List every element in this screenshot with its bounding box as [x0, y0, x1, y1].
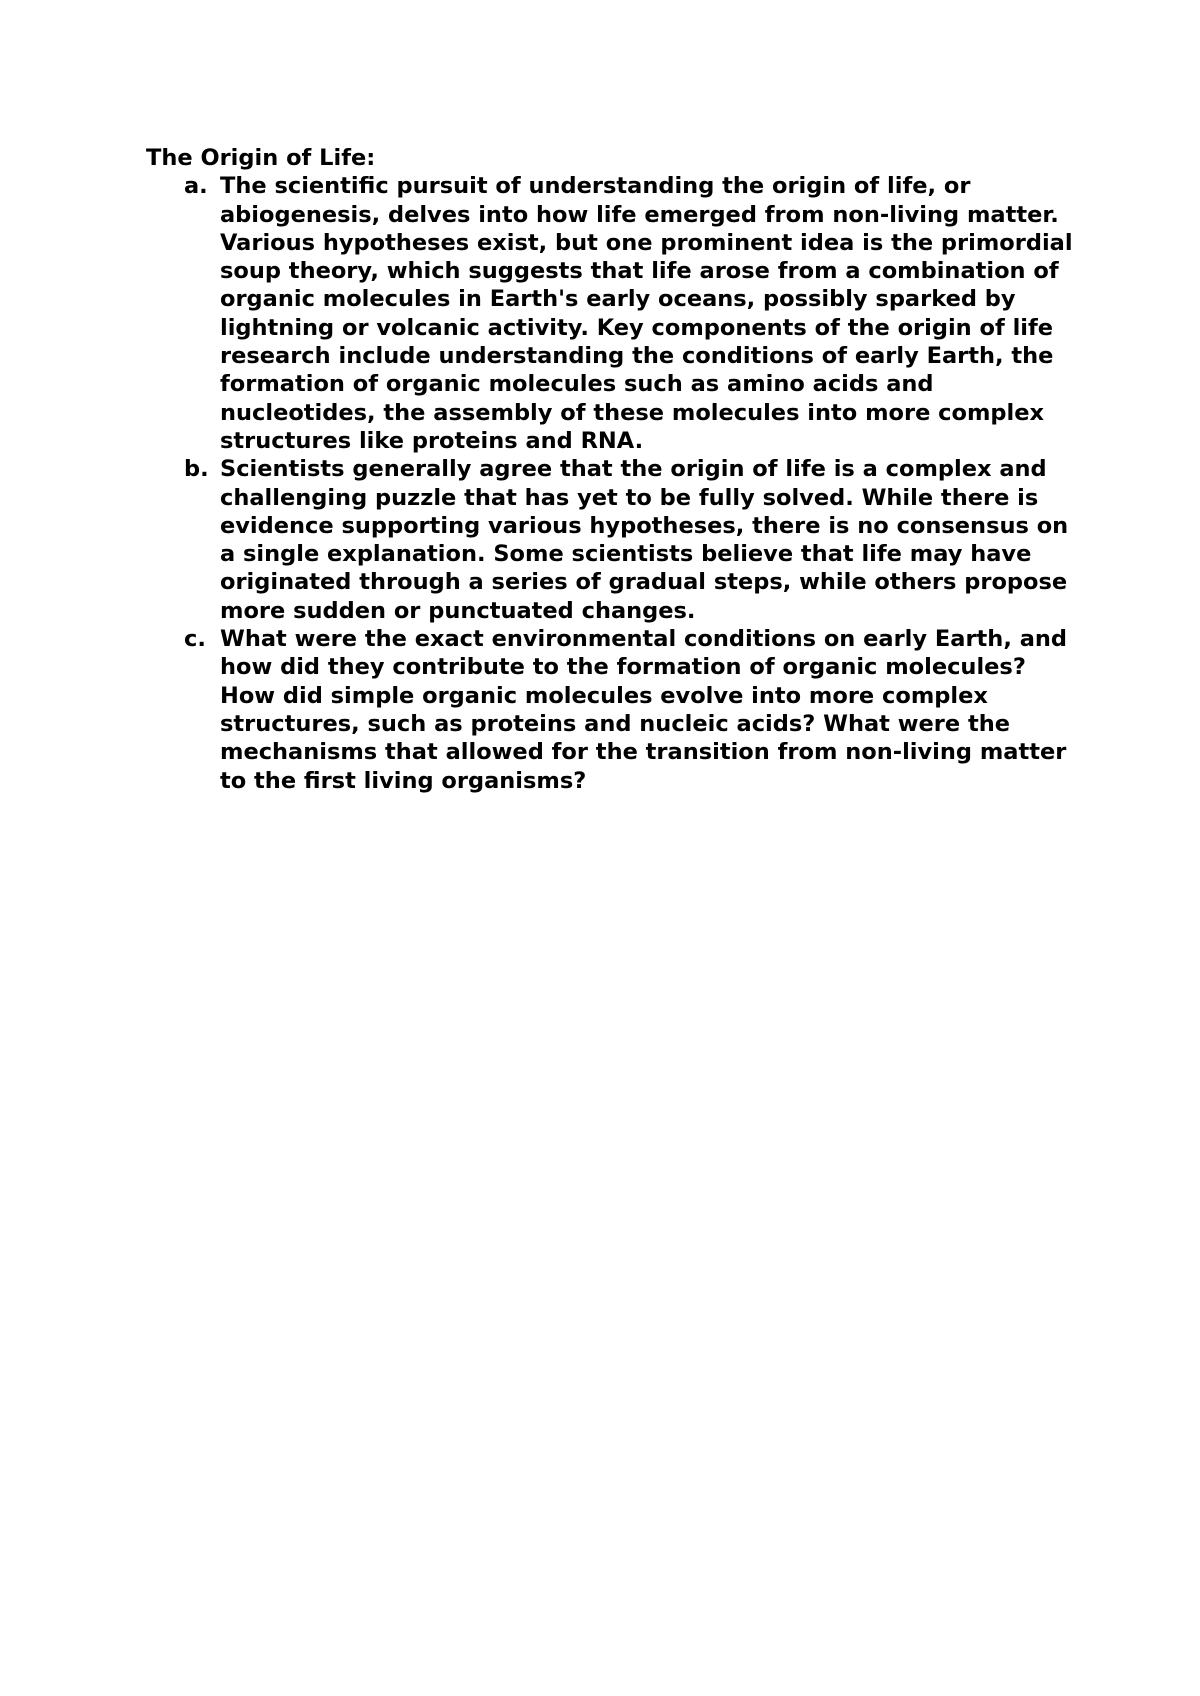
document-title: The Origin of Life: [146, 145, 376, 171]
list-item-text: The scientific pursuit of understanding the origin of life, or abiogenesis, delves into how life emerged from non-living matter. Various hypotheses exist, but one prominent idea is the primordial soup theory, which suggests that life arose from a combination of organic molecules in Earth's early oceans, possibly sparked by lightning or volcanic activity. Key components of the origin of life research include understanding the conditions of early Earth, the formation of organic molecules such as amino acids and nucleotides, the assembly of these molecules into more complex structures like proteins and RNA. [220, 173, 1073, 454]
document-body [146, 144, 1086, 795]
list-marker: b. [184, 456, 209, 483]
list-item [146, 172, 1086, 455]
list-item [146, 625, 1086, 795]
list-marker: a. [184, 173, 208, 200]
list-item-text: What were the exact environmental conditions on early Earth, and how did they contribute to the formation of organic molecules? How did simple organic molecules evolve into more complex structures, such as proteins and nucleic acids? What were the mechanisms that allowed for the transition from non-living matter to the first living organisms? [220, 626, 1068, 794]
list-item-text: Scientists generally agree that the origin of life is a complex and challenging puzzle that has yet to be fully solved. While there is evidence supporting various hypotheses, there is no consensus on a single explanation. Some scientists believe that life may have originated through a series of gradual steps, while others propose more sudden or punctuated changes. [220, 456, 1069, 624]
list-marker: c. [184, 626, 206, 653]
list-item [146, 455, 1086, 625]
origin-list [146, 172, 1086, 795]
